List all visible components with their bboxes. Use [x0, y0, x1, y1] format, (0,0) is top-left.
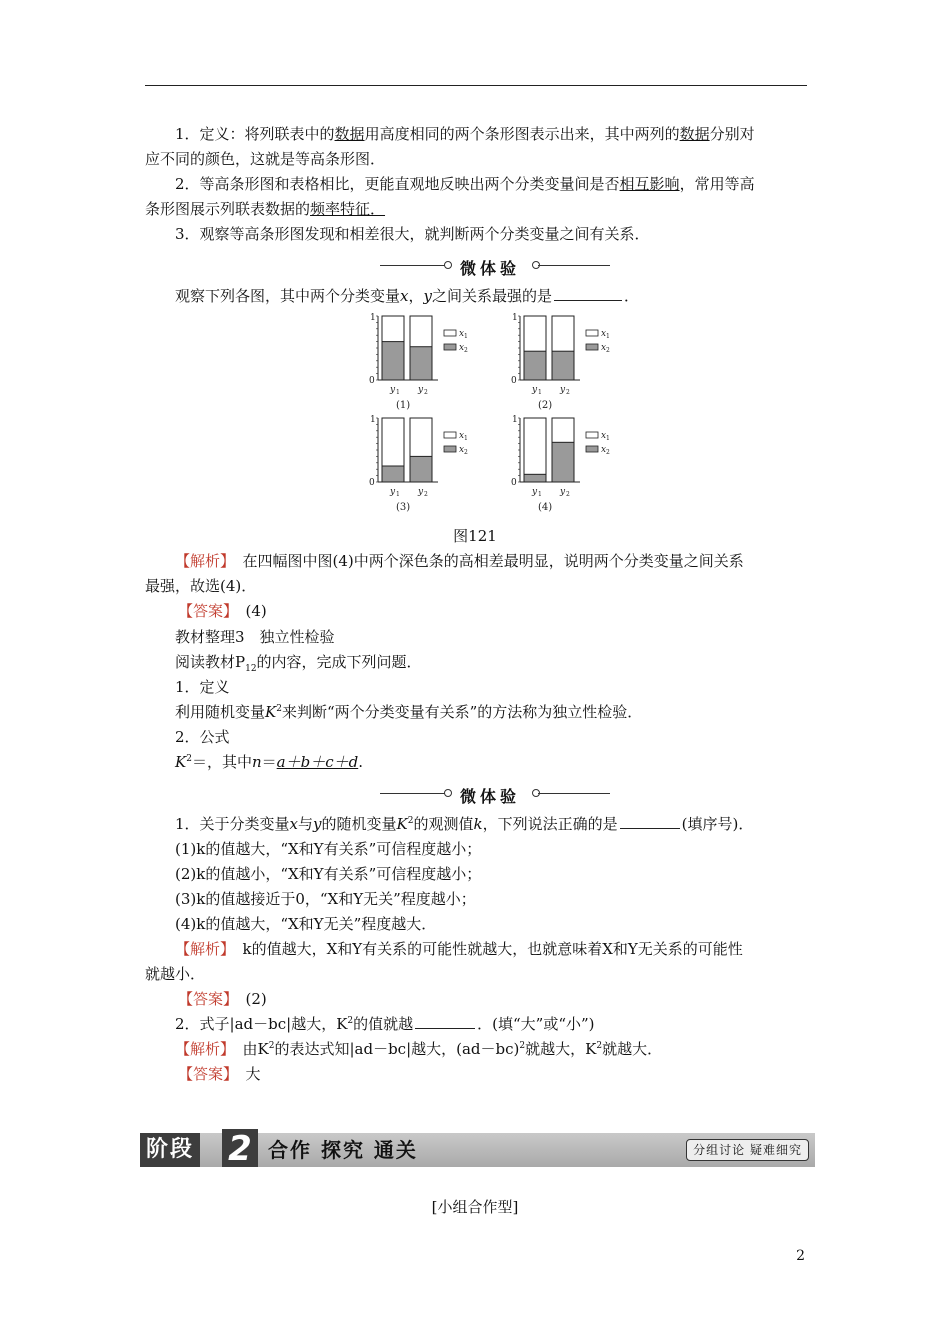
tick-label-1: 1 — [370, 415, 376, 425]
legend-x2-label: x — [459, 343, 465, 353]
para-compare-line1: 2．等高条形图和表格相比，更能直观地反映出两个分类变量间是否相互影响，常用等高 — [175, 175, 755, 193]
legend-x1-swatch — [444, 432, 456, 438]
chart-3 — [360, 410, 480, 514]
tick-label-0: 0 — [369, 478, 375, 488]
x-label-y1-sub: 1 — [396, 491, 400, 498]
legend-x1-swatch — [586, 330, 598, 336]
legend-x1-label: x — [459, 431, 465, 441]
x-label-y2: y — [560, 385, 566, 395]
para-def-line2: 应不同的颜色，这就是等高条形图． — [145, 150, 386, 168]
legend-x2-swatch — [586, 344, 598, 350]
tick-label-0: 0 — [369, 376, 375, 386]
stage-tag: 分组讨论 疑难细究 — [686, 1139, 809, 1161]
top-rule — [145, 85, 807, 86]
stage-banner — [140, 1129, 815, 1169]
legend-x2-label: x — [601, 343, 607, 353]
analysis-3: 【解析】 由$K^2$的表达式知|ad－bc|越大，$(ad-bc)^2$就越大，$K^2$就越大． — [175, 1040, 663, 1058]
tick-label-1: 1 — [512, 313, 518, 323]
legend-x2-sub: 2 — [464, 347, 468, 354]
question-1: 观察下列各图，其中两个分类变量x，y之间关系最强的是 ． — [175, 287, 640, 305]
analysis-1-cont: 最强，故选(4)． — [145, 577, 257, 595]
bar-x2-y1 — [524, 474, 546, 482]
bar-x2-y2 — [552, 442, 574, 482]
stage-label: 阶段 — [140, 1133, 200, 1167]
answer-1: 【答案】 (4) — [178, 602, 267, 620]
answer-3: 【答案】 大 — [178, 1065, 261, 1083]
formula-heading: 2．公式 — [175, 728, 230, 746]
bar-x2-y2 — [410, 347, 432, 380]
legend-x1-label: x — [601, 329, 607, 339]
x-label-y2-sub: 2 — [566, 389, 570, 396]
x-label-y2-sub: 2 — [566, 491, 570, 498]
tick-label-1: 1 — [512, 415, 518, 425]
def-text: 利用随机变量$K^2$来判断“两个分类变量有关系”的方法称为独立性检验． — [175, 703, 643, 721]
figure-caption: 图121 — [453, 527, 497, 545]
x-label-y1: y — [390, 385, 396, 395]
x-label-y1-sub: 1 — [538, 389, 542, 396]
x-label-y1-sub: 1 — [538, 491, 542, 498]
x-label-y2: y — [560, 487, 566, 497]
chart-4 — [502, 410, 622, 514]
legend-x1-swatch — [586, 432, 598, 438]
x-label-y1-sub: 1 — [396, 389, 400, 396]
legend-x2-sub: 2 — [606, 347, 610, 354]
option-4: (4)k的值越大，“X和Y无关”程度越大． — [175, 915, 437, 933]
legend-x1-sub: 1 — [464, 333, 468, 340]
legend-x1-label: x — [601, 431, 607, 441]
chart-label: (4) — [538, 502, 553, 513]
legend-x2-swatch — [444, 344, 456, 350]
legend-x2-label: x — [601, 445, 607, 455]
read-instruction: 阅读教材$P_{12}$的内容，完成下列问题． — [175, 653, 422, 674]
legend-x1-label: x — [459, 329, 465, 339]
analysis-2: 【解析】 k的值越大，X和Y有关系的可能性就越大，也就意味着X和Y无关系的可能性 — [175, 940, 743, 958]
chart-2 — [502, 308, 622, 412]
tick-label-0: 0 — [511, 376, 517, 386]
legend-x2-swatch — [444, 446, 456, 452]
tick-label-0: 0 — [511, 478, 517, 488]
chart-label: (2) — [538, 400, 553, 411]
para-compare-line2: 条形图展示列联表数据的频率特征． — [145, 200, 386, 218]
question-2: 1．关于分类变量x与y的随机变量$K^2$的观测值k，下列说法正确的是 (填序号)． — [175, 815, 754, 833]
stage-title: 合作 探究 通关 — [268, 1138, 418, 1162]
legend-x2-sub: 2 — [606, 449, 610, 456]
group-heading: [小组合作型] — [431, 1198, 519, 1216]
bar-x2-y2 — [552, 351, 574, 380]
x-label-y2: y — [418, 385, 424, 395]
section-heading-3: 教材整理3 独立性检验 — [175, 628, 335, 646]
bar-x2-y1 — [382, 466, 404, 482]
analysis-2-cont: 就越小． — [145, 965, 206, 983]
answer-2: 【答案】 (2) — [178, 990, 267, 1008]
x-label-y1: y — [532, 385, 538, 395]
chart-label: (1) — [396, 400, 411, 411]
x-label-y1: y — [532, 487, 538, 497]
para-observe: 3．观察等高条形图发现和相差很大，就判断两个分类变量之间有关系． — [175, 225, 650, 243]
question-3: 2．式子|ad－bc|越大，$K^2$的值就越 ．(填“大”或“小”) — [175, 1015, 595, 1033]
section-title-weitiyan: 微体验 — [380, 256, 610, 276]
bar-x2-y1 — [524, 351, 546, 380]
legend-x1-swatch — [444, 330, 456, 336]
chart-1 — [360, 308, 480, 412]
x-label-y2: y — [418, 487, 424, 497]
para-def-line1: 1．定义：将列联表中的数据用高度相同的两个条形图表示出来，其中两列的数据分别对 — [175, 125, 755, 143]
bar-x2-y1 — [382, 342, 404, 380]
tick-label-1: 1 — [370, 313, 376, 323]
x-label-y1: y — [390, 487, 396, 497]
legend-x1-sub: 1 — [464, 435, 468, 442]
chart-label: (3) — [396, 502, 411, 513]
legend-x1-sub: 1 — [606, 333, 610, 340]
option-1: (1)k的值越大，“X和Y有关系”可信程度越小； — [175, 840, 482, 858]
legend-x1-sub: 1 — [606, 435, 610, 442]
stage-number: 2 — [222, 1129, 258, 1167]
analysis-1: 【解析】 在四幅图中图(4)中两个深色条的高相差最明显，说明两个分类变量之间关系 — [175, 552, 744, 570]
x-label-y2-sub: 2 — [424, 389, 428, 396]
formula-text: $K^2=$，其中n＝a＋b＋c＋d. — [175, 753, 363, 771]
option-3: (3)k的值越接近于0，“X和Y无关”程度越小； — [175, 890, 476, 908]
page-number: 2 — [796, 1248, 805, 1264]
legend-x2-label: x — [459, 445, 465, 455]
legend-x2-sub: 2 — [464, 449, 468, 456]
legend-x2-swatch — [586, 446, 598, 452]
section-title-weitiyan-2: 微体验 — [380, 784, 610, 804]
bar-x1-y1 — [524, 418, 546, 482]
def-heading: 1．定义 — [175, 678, 230, 696]
bar-x2-y2 — [410, 456, 432, 482]
x-label-y2-sub: 2 — [424, 491, 428, 498]
option-2: (2)k的值越小，“X和Y有关系”可信程度越小； — [175, 865, 482, 883]
